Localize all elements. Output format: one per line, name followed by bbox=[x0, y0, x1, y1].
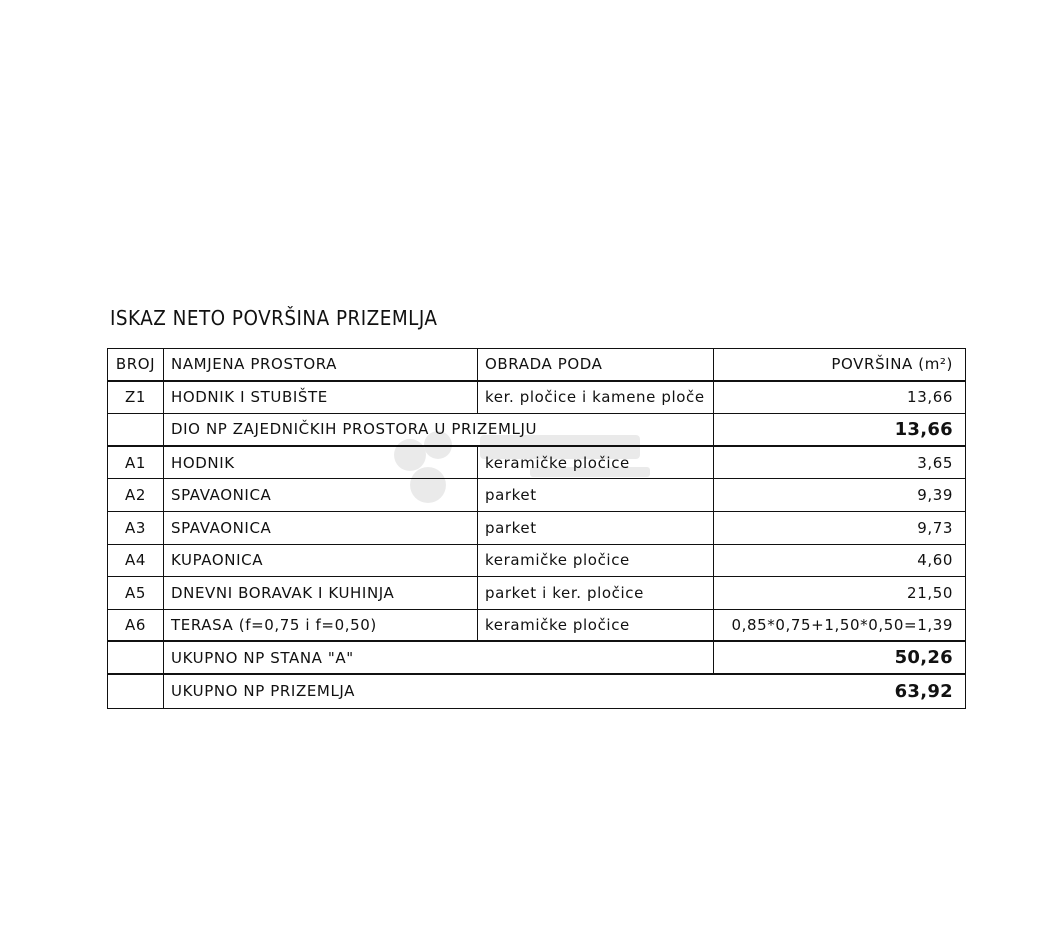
cell-povrsina: 9,73 bbox=[917, 518, 953, 537]
cell-namjena: TERASA (f=0,75 i f=0,50) bbox=[164, 610, 478, 641]
cell-broj: A1 bbox=[108, 447, 164, 479]
cell-namjena: SPAVAONICA bbox=[164, 479, 478, 511]
cell-namjena: HODNIK bbox=[164, 447, 478, 479]
cell-broj-empty bbox=[108, 642, 164, 673]
cell-povrsina: 0,85*0,75+1,50*0,50=1,39 bbox=[731, 616, 953, 635]
cell-obrada: keramičke pločice bbox=[478, 545, 714, 577]
cell-obrada: parket bbox=[478, 479, 714, 511]
cell-povrsina: 9,39 bbox=[917, 486, 953, 505]
table-row bbox=[108, 545, 965, 578]
cell-obrada: parket bbox=[478, 512, 714, 544]
cell-broj: A4 bbox=[108, 545, 164, 577]
table-row bbox=[108, 447, 965, 480]
cell-broj: Z1 bbox=[108, 382, 164, 414]
subtotal-value: 13,66 bbox=[894, 418, 953, 440]
cell-obrada: parket i ker. pločice bbox=[478, 577, 714, 609]
cell-broj-empty bbox=[108, 414, 164, 445]
table-header-row bbox=[108, 349, 965, 382]
table-row bbox=[108, 382, 965, 415]
cell-broj: A3 bbox=[108, 512, 164, 544]
header-namjena: NAMJENA PROSTORA bbox=[164, 349, 478, 380]
grand-total-label: UKUPNO NP PRIZEMLJA bbox=[171, 682, 356, 701]
cell-broj: A6 bbox=[108, 610, 164, 641]
cell-namjena: HODNIK I STUBIŠTE bbox=[164, 382, 478, 414]
cell-broj: A2 bbox=[108, 479, 164, 511]
cell-broj-empty bbox=[108, 675, 164, 708]
header-broj: BROJ bbox=[108, 349, 164, 380]
cell-namjena: KUPAONICA bbox=[164, 545, 478, 577]
header-obrada: OBRADA PODA bbox=[478, 349, 714, 380]
area-table bbox=[107, 348, 966, 709]
cell-povrsina: 13,66 bbox=[907, 388, 953, 407]
cell-obrada: ker. pločice i kamene ploče bbox=[478, 382, 714, 414]
cell-povrsina: 4,60 bbox=[917, 551, 953, 570]
cell-povrsina: 3,65 bbox=[917, 453, 953, 472]
table-row bbox=[108, 479, 965, 512]
cell-obrada: keramičke pločice bbox=[478, 447, 714, 479]
total-label: UKUPNO NP STANA "A" bbox=[164, 642, 714, 673]
table-row bbox=[108, 512, 965, 545]
table-row bbox=[108, 577, 965, 610]
subtotal-label: DIO NP ZAJEDNIČKIH PROSTORA U PRIZEMLJU bbox=[164, 414, 714, 445]
cell-namjena: DNEVNI BORAVAK I KUHINJA bbox=[164, 577, 478, 609]
header-povrsina: POVRŠINA (m²) bbox=[831, 355, 953, 374]
cell-namjena: SPAVAONICA bbox=[164, 512, 478, 544]
grand-total-row bbox=[108, 675, 965, 708]
cell-povrsina: 21,50 bbox=[907, 583, 953, 602]
subtotal-row bbox=[108, 414, 965, 447]
page-title: ISKAZ NETO POVRŠINA PRIZEMLJA bbox=[110, 306, 438, 330]
cell-obrada: keramičke pločice bbox=[478, 610, 714, 641]
total-row bbox=[108, 642, 965, 675]
grand-total-value: 63,92 bbox=[894, 680, 953, 702]
total-value: 50,26 bbox=[894, 647, 953, 669]
table-row bbox=[108, 610, 965, 643]
cell-broj: A5 bbox=[108, 577, 164, 609]
